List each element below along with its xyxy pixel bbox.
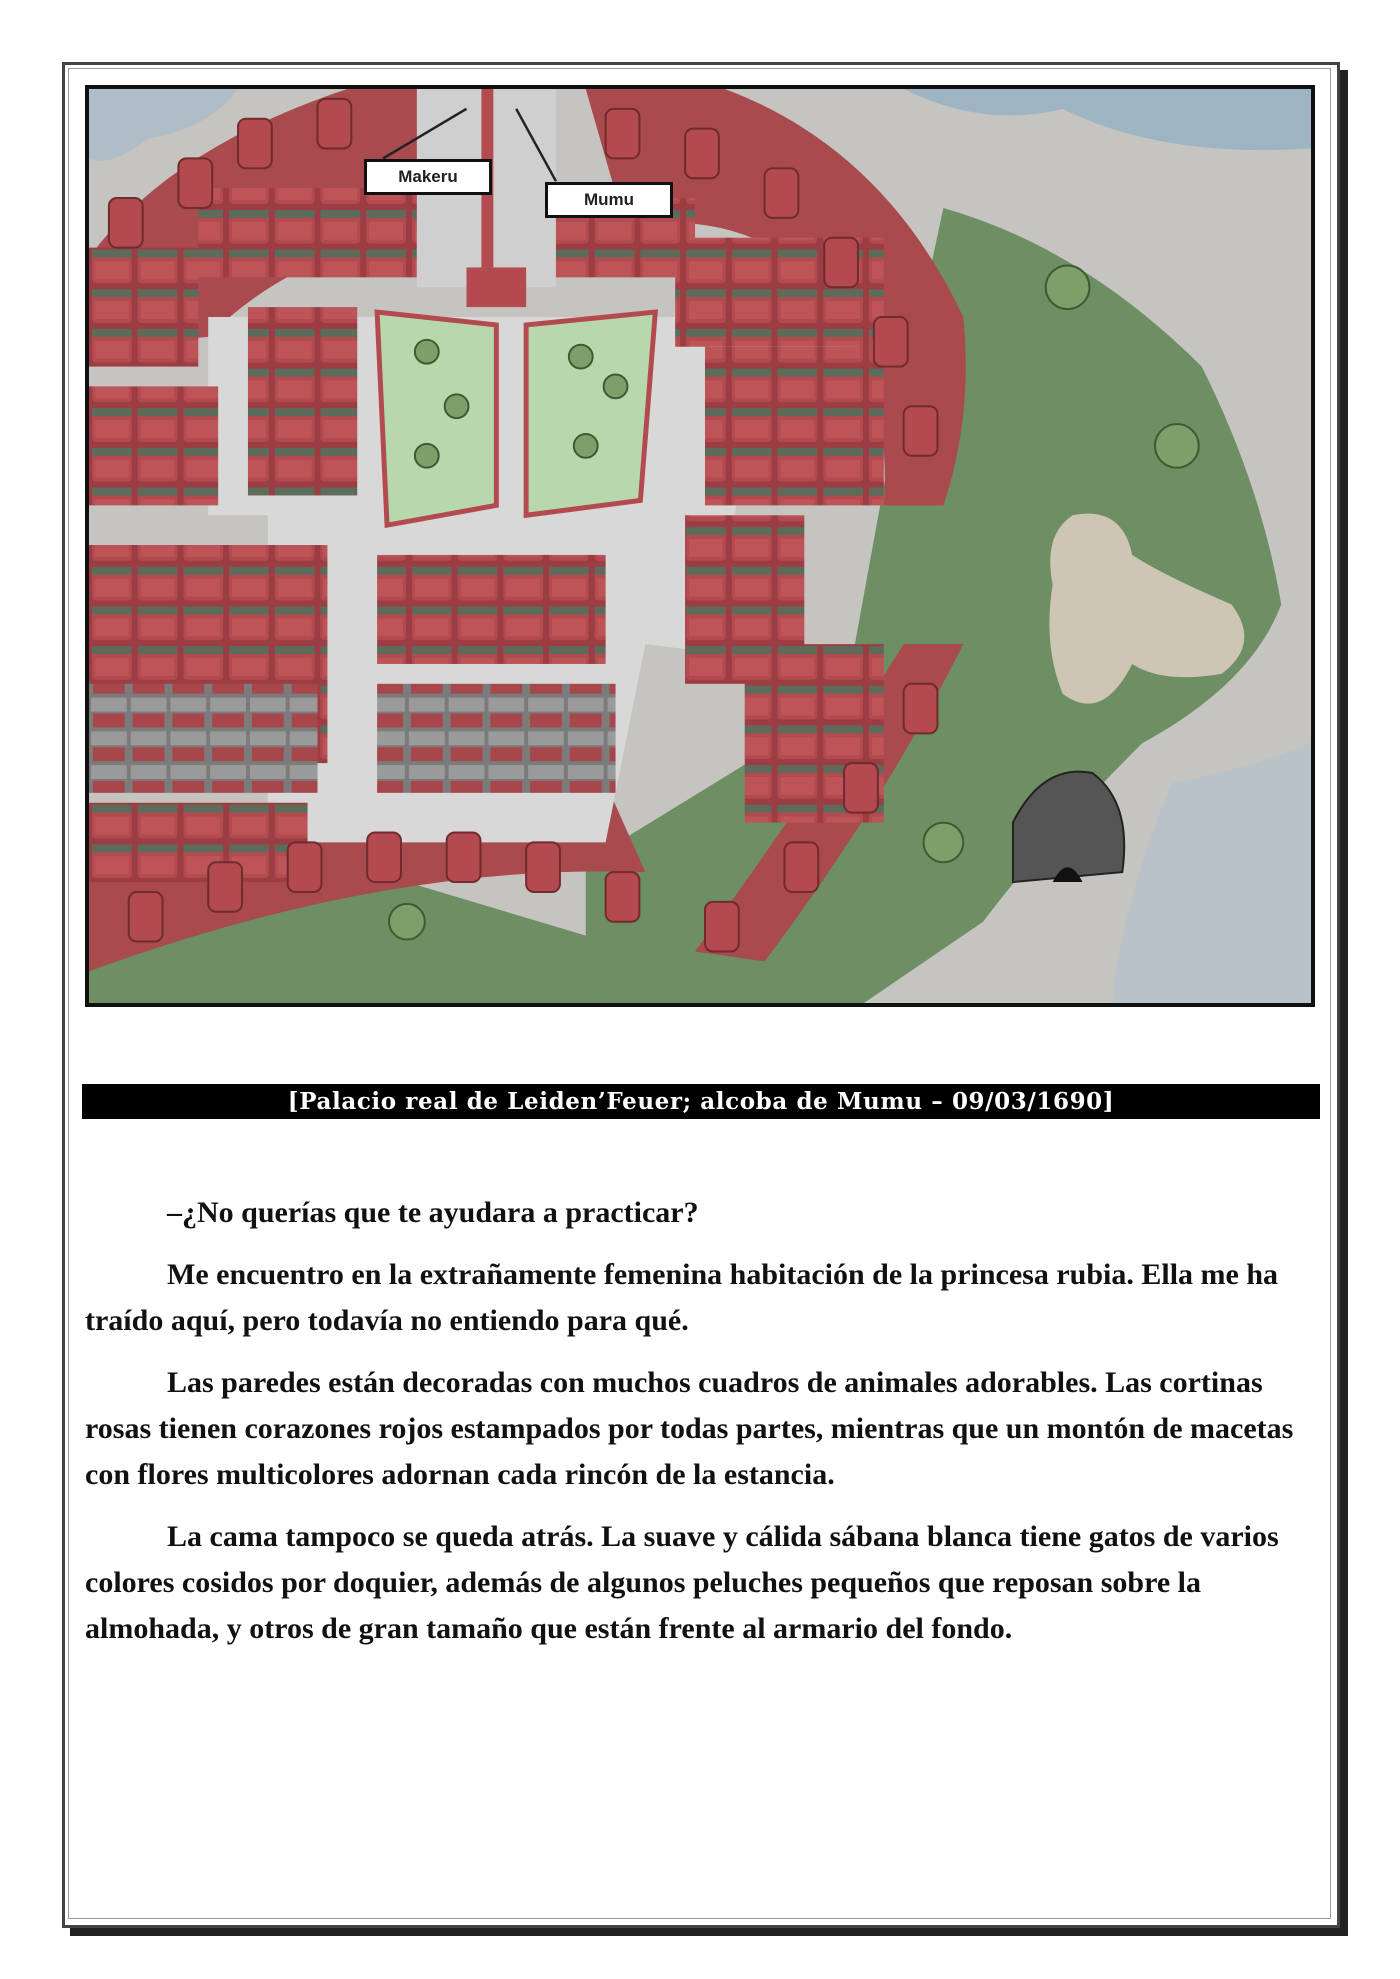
story-text bbox=[85, 1190, 1315, 1668]
map-label-mumu: Mumu bbox=[545, 182, 673, 218]
paragraph-2: Me encuentro en la extrañamente femenina habitación de la princesa rubia. Ella me ha traído aquí, pero todavía no entiendo para qué. bbox=[85, 1258, 1279, 1337]
paragraph-1: –¿No querías que te ayudara a practicar? bbox=[167, 1196, 699, 1229]
palace-map bbox=[85, 85, 1315, 1007]
paragraph-4: La cama tampoco se queda atrás. La suave y cálida sábana blanca tiene gatos de varios colores cosidos por doquier, además de algunos peluches pequeños que reposan sobre la almohada, y otros de gran tamaño que están frente al armario del fondo. bbox=[85, 1520, 1279, 1645]
map-label-makeru: Makeru bbox=[364, 159, 492, 195]
map-illustration bbox=[89, 89, 1311, 1003]
scene-caption: [Palacio real de Leiden’Feuer; alcoba de Mumu – 09/03/1690] bbox=[82, 1084, 1320, 1119]
paragraph-3: Las paredes están decoradas con muchos cuadros de animales adorables. Las cortinas rosas tienen corazones rojos estampados por todas partes, mientras que un montón de macetas con flores multicolores adornan cada rincón de la estancia. bbox=[85, 1366, 1294, 1491]
